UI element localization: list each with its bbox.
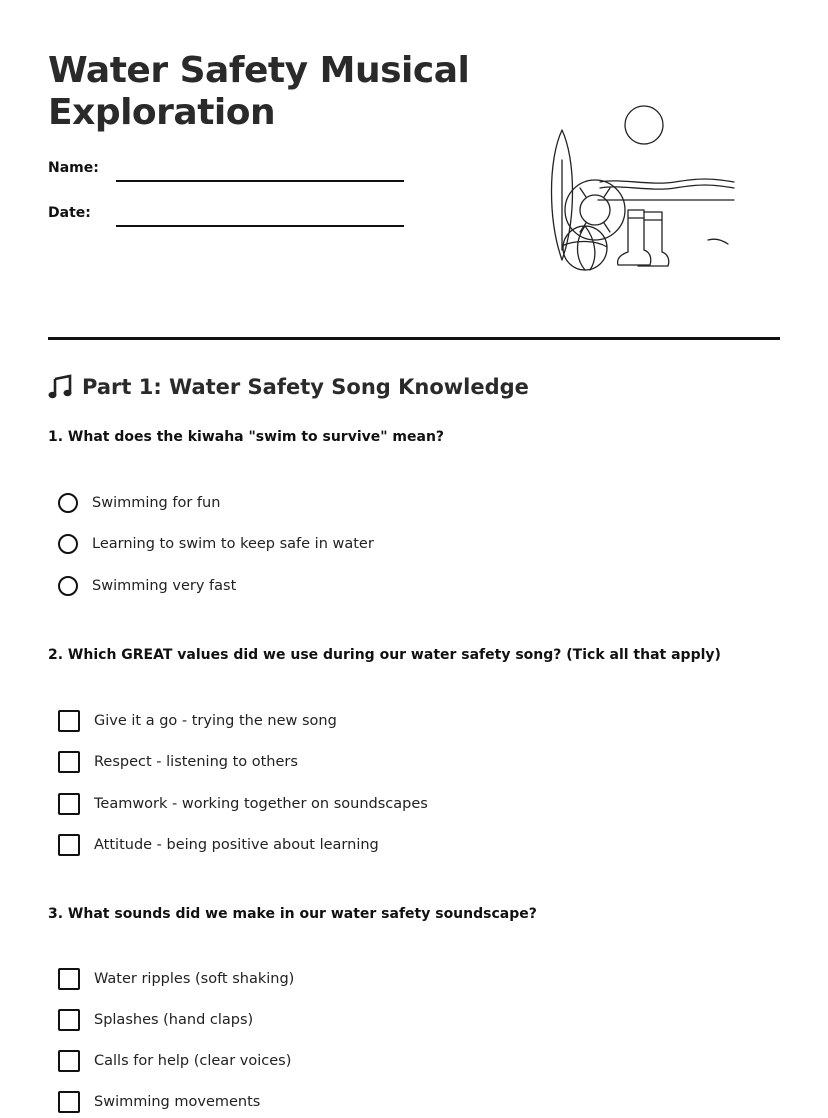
question-3: 3. What sounds did we make in our water safety soundscape? — [48, 906, 537, 922]
q2-option-2[interactable] — [58, 750, 298, 774]
name-field[interactable] — [116, 180, 404, 182]
radio-button[interactable] — [58, 493, 78, 513]
name-label: Name: — [48, 160, 99, 176]
q1-option-2[interactable] — [58, 532, 374, 556]
option-label: Swimming movements — [94, 1094, 261, 1110]
radio-button[interactable] — [58, 534, 78, 554]
option-label: Give it a go - trying the new song — [94, 713, 337, 729]
option-label: Swimming for fun — [92, 495, 221, 511]
date-label: Date: — [48, 205, 91, 221]
option-label: Splashes (hand claps) — [94, 1012, 254, 1028]
option-label: Calls for help (clear voices) — [94, 1053, 292, 1069]
q2-option-1[interactable] — [58, 709, 337, 733]
option-label: Swimming very fast — [92, 578, 237, 594]
checkbox[interactable] — [58, 710, 80, 732]
q1-option-3[interactable] — [58, 574, 236, 598]
checkbox[interactable] — [58, 1091, 80, 1113]
part1-title: Part 1: Water Safety Song Knowledge — [82, 375, 529, 399]
q3-option-1[interactable] — [58, 967, 294, 991]
question-1: 1. What does the kiwaha "swim to survive" mean? — [48, 429, 445, 445]
checkbox[interactable] — [58, 793, 80, 815]
worksheet-title: Water Safety Musical Exploration — [48, 50, 470, 133]
part1-heading — [48, 374, 529, 400]
checkbox[interactable] — [58, 1050, 80, 1072]
checkbox[interactable] — [58, 751, 80, 773]
checkbox[interactable] — [58, 1009, 80, 1031]
q2-option-3[interactable] — [58, 792, 428, 816]
option-label: Respect - listening to others — [94, 754, 298, 770]
option-label: Water ripples (soft shaking) — [94, 971, 295, 987]
q2-option-4[interactable] — [58, 833, 379, 857]
beach-scene-illustration — [540, 100, 740, 275]
checkbox[interactable] — [58, 834, 80, 856]
q1-option-1[interactable] — [58, 491, 220, 515]
q3-option-4[interactable] — [58, 1090, 260, 1114]
music-note-icon — [48, 374, 74, 400]
q3-option-2[interactable] — [58, 1008, 253, 1032]
radio-button[interactable] — [58, 576, 78, 596]
option-label: Teamwork - working together on soundscapes — [94, 796, 428, 812]
section-divider — [48, 337, 780, 340]
question-2: 2. Which GREAT values did we use during our water safety song? (Tick all that apply) — [48, 647, 721, 663]
date-field[interactable] — [116, 225, 404, 227]
q3-option-3[interactable] — [58, 1049, 291, 1073]
option-label: Attitude - being positive about learning — [94, 837, 379, 853]
checkbox[interactable] — [58, 968, 80, 990]
option-label: Learning to swim to keep safe in water — [92, 536, 374, 552]
